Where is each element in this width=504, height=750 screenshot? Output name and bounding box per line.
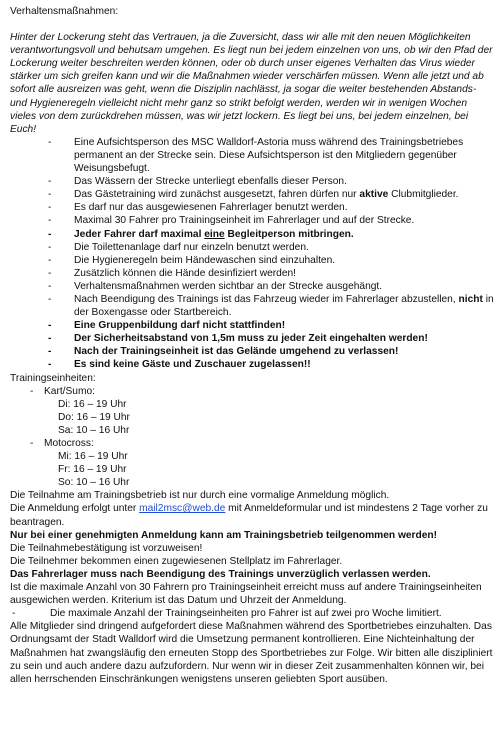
- training-group-label: - Motocross:: [44, 438, 94, 449]
- document-heading: Verhaltensmaßnahmen:: [10, 6, 119, 17]
- footer-parking-spot: Die Teilnehmer bekommen einen zugewiesenen Stellplatz im Fahrerlager.: [10, 555, 343, 567]
- rules-list: [10, 136, 494, 372]
- training-time: Mi: 16 – 19 Uhr: [58, 451, 128, 463]
- footer-session-limit: - Die maximale Anzahl der Trainingseinheiten pro Fahrer ist auf zwei pro Woche limitiert.: [10, 607, 494, 620]
- rule-toilets: - Die Toilettenanlage darf nur einzeln benutzt werden.: [48, 241, 494, 254]
- training-time: Do: 16 – 19 Uhr: [58, 411, 130, 423]
- training-time: So: 10 – 16 Uhr: [58, 477, 130, 489]
- rule-hygiene: - Die Hygieneregeln beim Händewaschen sind einzuhalten.: [48, 254, 494, 267]
- rule-posted: - Verhaltensmaßnahmen werden sichtbar an der Strecke ausgehängt.: [48, 280, 494, 293]
- rule-distance: - Der Sicherheitsabstand von 1,5m muss zu jeder Zeit eingehalten werden!: [48, 332, 494, 345]
- footer-registration-required: Die Teilnahme am Trainingsbetrieb ist nur durch eine vormalige Anmeldung möglich.: [10, 490, 390, 502]
- rule-no-groups: - Eine Gruppenbildung darf nicht stattfinden!: [48, 319, 494, 332]
- rule-paddock: - Es darf nur das ausgewiesenen Fahrerlager benutzt werden.: [48, 201, 494, 214]
- rule-no-spectators: - Es sind keine Gäste und Zuschauer zugelassen!!: [48, 358, 494, 371]
- rule-disinfect: - Zusätzlich können die Hände desinfiziert werden!: [48, 267, 494, 280]
- footer-closing-appeal: Alle Mitglieder sind dringend aufgefordert diese Maßnahmen während des Sportbetriebes einzuhalten. Das Ordnungsamt der Stadt Walldorf wird die Umsetzung permanent kontrollieren. Eine Nichteinhaltung der Maßnahmen hat zwangsläufig den erneuten Stopp des Sportbetriebes zur Folge. Wir bitten alle diszipliniert zu sein und auch andere dazu aufzufordern. Nur wenn wir in dieser Zeit zusammenhalten können wir, bei allen herrschenden Einschränkungen wenigstens unseren geliebten Sport ausüben.: [10, 621, 493, 685]
- training-group-motocross: [30, 437, 494, 489]
- footer-max-capacity: Ist die maximale Anzahl von 30 Fahrern pro Trainingseinheit erreicht muss auf andere Trainingseinheiten ausgewichen werden. Kriterium ist das Datum und Uhrzeit der Anmeldung.: [10, 582, 482, 607]
- rule-vehicle-parking: - Nach Beendigung des Trainings ist das Fahrzeug wieder im Fahrerlager abzustellen, nicht in der Boxengasse oder Startbereich.: [48, 293, 494, 319]
- training-group-kart: [30, 385, 494, 437]
- rule-supervisor: - Eine Aufsichtsperson des MSC Walldorf-Astoria muss während des Trainingsbetriebes permanent an der Strecke sein. Diese Aufsichtsperson ist den Mitgliedern gegenüber Weisungsbefugt.: [48, 136, 494, 175]
- footer-confirmation: Die Teilnahmebestätigung ist vorzuweisen!: [10, 542, 203, 554]
- training-time: Sa: 10 – 16 Uhr: [58, 424, 130, 436]
- rule-companion: - Jeder Fahrer darf maximal eine Begleitperson mitbringen.: [48, 228, 494, 241]
- rule-leave-site: - Nach der Trainingseinheit ist das Gelände umgehend zu verlassen!: [48, 345, 494, 358]
- training-heading: Trainingseinheiten:: [10, 372, 96, 384]
- training-group-label: - Kart/Sumo:: [44, 385, 95, 397]
- rule-guest-training: - Das Gästetraining wird zunächst ausgesetzt, fahren dürfen nur aktive Clubmitglieder.: [48, 188, 494, 201]
- footer-leave-paddock: Das Fahrerlager muss nach Beendigung des Trainings unverzüglich verlassen werden.: [10, 568, 431, 580]
- training-groups: [10, 385, 494, 490]
- intro-paragraph: Hinter der Lockerung steht das Vertrauen, ja die Zuversicht, dass wir alle mit den neuen Möglichkeiten verantwortungsvoll und behutsam umgehen. Es liegt nun bei jedem einzelnen von uns, ob wir den Pfad der Lockerung weiter beschreiten werden können, oder ob durch unser eigenes Verhalten das Virus wieder stärker um sich greifen kann und wir die Maßnahmen wieder verschärfen müssen. Wenn alle jetzt und ab sofort alle ausreizen was geht, wenn die Disziplin nachlässt, ja sogar die weiter bestehenden Abstands- und Hygieneregeln vielleicht nicht mehr ganz so strikt befolgt werden, werden wir in wenigen Wochen vieles von dem zurückdrehen müssen, was wir jetzt lockern. Es liegt bei uns, bei jedem einzelnen, bei Euch!: [10, 32, 493, 135]
- rule-max-riders: - Maximal 30 Fahrer pro Trainingseinheit im Fahrerlager und auf der Strecke.: [48, 214, 494, 227]
- training-time: Di: 16 – 19 Uhr: [58, 398, 127, 410]
- training-time: Fr: 16 – 19 Uhr: [58, 464, 127, 476]
- footer-approved-only: Nur bei einer genehmigten Anmeldung kann am Trainingsbetrieb teilgenommen werden!: [10, 529, 437, 541]
- footer-registration-email: Die Anmeldung erfolgt unter mail2msc@web.de mit Anmeldeformular und ist mindestens 2 Tage vorher zu beantragen.: [10, 503, 488, 528]
- email-link[interactable]: mail2msc@web.de: [139, 503, 226, 515]
- rule-watering: - Das Wässern der Strecke unterliegt ebenfalls dieser Person.: [48, 175, 494, 188]
